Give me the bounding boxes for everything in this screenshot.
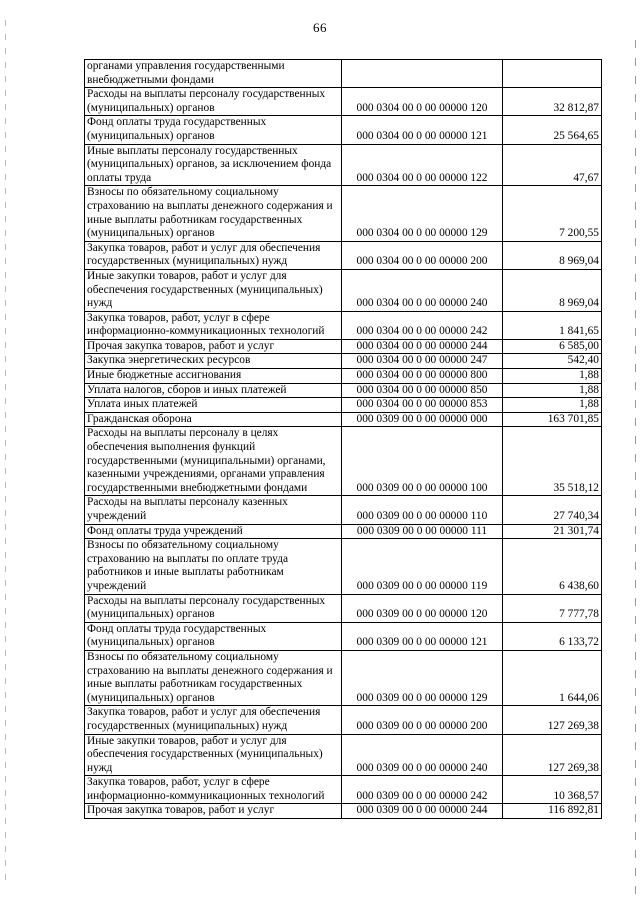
expense-name-cell: Иные выплаты персоналу государственных (муниципальных) органов, за исключением фонда оплаты труда — [85, 144, 342, 186]
budget-code-cell: 000 0304 00 0 00 00000 121 — [342, 116, 503, 144]
expense-name-cell: Расходы на выплаты персоналу государственных (муниципальных) органов — [85, 88, 342, 116]
budget-code-cell: 000 0309 00 0 00 00000 121 — [342, 622, 503, 650]
table-row — [85, 339, 602, 354]
amount-cell: 163 701,85 — [503, 412, 602, 427]
expense-name-cell: Расходы на выплаты персоналу казенных учреждений — [85, 496, 342, 524]
amount-cell: 127 269,38 — [503, 734, 602, 776]
expense-name-cell: Иные закупки товаров, работ и услуг для обеспечения государственных (муниципальных) нужд — [85, 269, 342, 311]
table-row — [85, 116, 602, 144]
expense-name-cell: Взносы по обязательному социальному страхованию на выплаты денежного содержания и иные выплаты работникам государственных (муниципальных) органов — [85, 186, 342, 241]
expense-name-cell: органами управления государственными внебюджетными фондами — [85, 60, 342, 88]
budget-code-cell: 000 0309 00 0 00 00000 100 — [342, 427, 503, 496]
table-row — [85, 622, 602, 650]
table-row — [85, 427, 602, 496]
table-row — [85, 383, 602, 398]
amount-cell: 116 892,81 — [503, 804, 602, 819]
amount-cell: 1,88 — [503, 383, 602, 398]
budget-code-cell: 000 0304 00 0 00 00000 850 — [342, 383, 503, 398]
amount-cell: 6 585,00 — [503, 339, 602, 354]
expense-name-cell: Иные закупки товаров, работ и услуг для обеспечения государственных (муниципальных) нужд — [85, 734, 342, 776]
expense-name-cell: Гражданская оборона — [85, 412, 342, 427]
amount-cell: 6 438,60 — [503, 539, 602, 594]
amount-cell: 32 812,87 — [503, 88, 602, 116]
expense-name-cell: Фонд оплаты труда государственных (муниципальных) органов — [85, 116, 342, 144]
amount-cell: 7 777,78 — [503, 594, 602, 622]
amount-cell: 21 301,74 — [503, 524, 602, 539]
budget-code-cell: 000 0309 00 0 00 00000 244 — [342, 804, 503, 819]
expense-name-cell: Прочая закупка товаров, работ и услуг — [85, 804, 342, 819]
table-row — [85, 60, 602, 88]
expense-name-cell: Взносы по обязательному социальному страхованию на выплаты денежного содержания и иные выплаты работникам государственных (муниципальных) органов — [85, 650, 342, 705]
table-row — [85, 186, 602, 241]
expense-name-cell: Закупка товаров, работ и услуг для обеспечения государственных (муниципальных) нужд — [85, 241, 342, 269]
expense-name-cell: Расходы на выплаты персоналу государственных (муниципальных) органов — [85, 594, 342, 622]
table-row — [85, 776, 602, 804]
amount-cell: 47,67 — [503, 144, 602, 186]
budget-code-cell: 000 0304 00 0 00 00000 244 — [342, 339, 503, 354]
budget-code-cell: 000 0304 00 0 00 00000 853 — [342, 398, 503, 413]
budget-code-cell: 000 0304 00 0 00 00000 247 — [342, 354, 503, 369]
budget-code-cell: 000 0309 00 0 00 00000 000 — [342, 412, 503, 427]
budget-code-cell: 000 0309 00 0 00 00000 129 — [342, 650, 503, 705]
budget-code-cell: 000 0309 00 0 00 00000 110 — [342, 496, 503, 524]
table-row — [85, 539, 602, 594]
amount-cell: 542,40 — [503, 354, 602, 369]
budget-code-cell: 000 0304 00 0 00 00000 129 — [342, 186, 503, 241]
table-row — [85, 311, 602, 339]
budget-table — [84, 59, 602, 819]
table-row — [85, 88, 602, 116]
expense-name-cell: Взносы по обязательному социальному страхованию на выплаты по оплате труда работников и иные выплаты работникам учреждений — [85, 539, 342, 594]
expense-name-cell: Закупка энергетических ресурсов — [85, 354, 342, 369]
scan-edge-left — [5, 20, 6, 885]
expense-name-cell: Фонд оплаты труда государственных (муниципальных) органов — [85, 622, 342, 650]
expense-name-cell: Закупка товаров, работ, услуг в сфере информационно-коммуникационных технологий — [85, 311, 342, 339]
budget-code-cell: 000 0304 00 0 00 00000 240 — [342, 269, 503, 311]
amount-cell: 1,88 — [503, 398, 602, 413]
budget-code-cell: 000 0309 00 0 00 00000 119 — [342, 539, 503, 594]
budget-code-cell — [342, 60, 503, 88]
budget-code-cell: 000 0304 00 0 00 00000 200 — [342, 241, 503, 269]
table-row — [85, 354, 602, 369]
expense-name-cell: Расходы на выплаты персоналу в целях обеспечения выполнения функций государственными (муниципальными) органами, казенными учреждениями, органами управления государственными внебюджетными фондами — [85, 427, 342, 496]
budget-code-cell: 000 0304 00 0 00 00000 122 — [342, 144, 503, 186]
budget-code-cell: 000 0309 00 0 00 00000 200 — [342, 706, 503, 734]
expense-name-cell: Иные бюджетные ассигнования — [85, 369, 342, 384]
amount-cell — [503, 60, 602, 88]
amount-cell: 127 269,38 — [503, 706, 602, 734]
amount-cell: 1,88 — [503, 369, 602, 384]
table-row — [85, 650, 602, 705]
table-row — [85, 269, 602, 311]
expense-name-cell: Закупка товаров, работ и услуг для обеспечения государственных (муниципальных) нужд — [85, 706, 342, 734]
amount-cell: 10 368,57 — [503, 776, 602, 804]
table-row — [85, 241, 602, 269]
budget-code-cell: 000 0309 00 0 00 00000 120 — [342, 594, 503, 622]
scan-edge-right — [635, 40, 636, 895]
expense-name-cell: Уплата иных платежей — [85, 398, 342, 413]
amount-cell: 35 518,12 — [503, 427, 602, 496]
table-row — [85, 369, 602, 384]
amount-cell: 8 969,04 — [503, 241, 602, 269]
amount-cell: 7 200,55 — [503, 186, 602, 241]
table-row — [85, 706, 602, 734]
table-row — [85, 594, 602, 622]
table-row — [85, 412, 602, 427]
table-row — [85, 144, 602, 186]
amount-cell: 1 841,65 — [503, 311, 602, 339]
budget-code-cell: 000 0309 00 0 00 00000 240 — [342, 734, 503, 776]
table-row — [85, 804, 602, 819]
expense-name-cell: Уплата налогов, сборов и иных платежей — [85, 383, 342, 398]
budget-code-cell: 000 0304 00 0 00 00000 242 — [342, 311, 503, 339]
table-row — [85, 398, 602, 413]
amount-cell: 1 644,06 — [503, 650, 602, 705]
expense-name-cell: Прочая закупка товаров, работ и услуг — [85, 339, 342, 354]
budget-table-body — [85, 60, 602, 819]
budget-code-cell: 000 0304 00 0 00 00000 120 — [342, 88, 503, 116]
amount-cell: 27 740,34 — [503, 496, 602, 524]
table-row — [85, 734, 602, 776]
amount-cell: 25 564,65 — [503, 116, 602, 144]
page-number: 66 — [313, 20, 327, 35]
amount-cell: 6 133,72 — [503, 622, 602, 650]
table-row — [85, 496, 602, 524]
table-row — [85, 524, 602, 539]
expense-name-cell: Фонд оплаты труда учреждений — [85, 524, 342, 539]
amount-cell: 8 969,04 — [503, 269, 602, 311]
expense-name-cell: Закупка товаров, работ, услуг в сфере информационно-коммуникационных технологий — [85, 776, 342, 804]
budget-code-cell: 000 0309 00 0 00 00000 242 — [342, 776, 503, 804]
budget-code-cell: 000 0304 00 0 00 00000 800 — [342, 369, 503, 384]
budget-code-cell: 000 0309 00 0 00 00000 111 — [342, 524, 503, 539]
